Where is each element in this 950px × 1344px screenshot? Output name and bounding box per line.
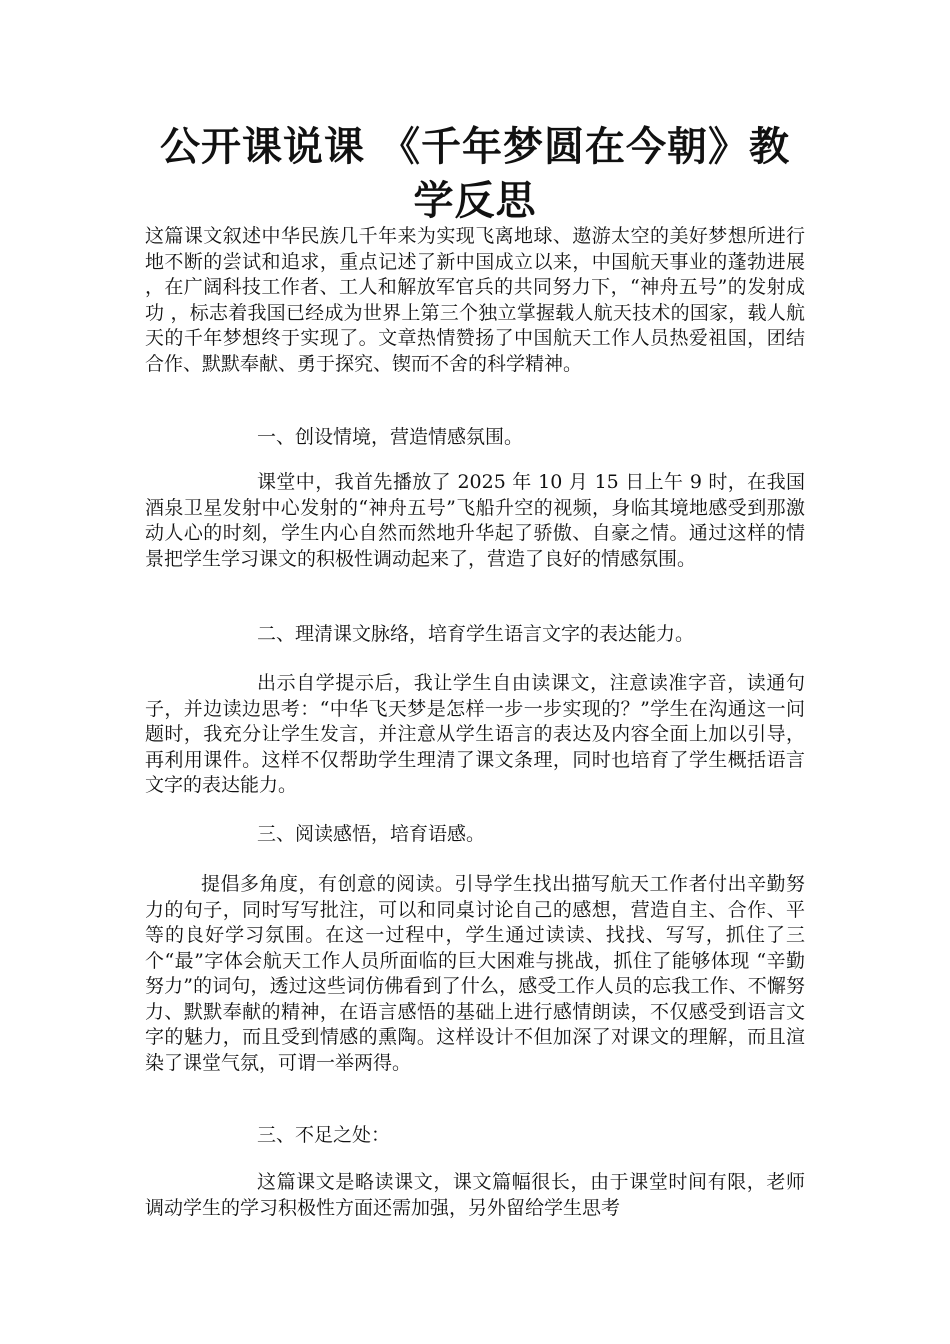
section-body-4: 这篇课文是略读课文，课文篇幅很长，由于课堂时间有限，老师调动学生的学习积极性方面还需加强，另外留给学生思考 <box>145 1171 805 1219</box>
section-body-3: 提倡多角度，有创意的阅读。引导学生找出描写航天工作者付出辛勤努力的句子，同时写写批注，可以和同桌讨论自己的感想，营造自主、合作、平等的良好学习氛围。在这一过程中，学生通过读读、找找、写写，抓住了三个“最”字体会航天工作人员所面临的巨大困难与挑战，抓住了能够体现 “辛勤努力”的词句，透过这些词仿佛看到了什么，感受工作人员的忘我工作、不懈努力、默默奉献的精神，在语言感悟的基础上进行感情朗读，不仅感受到语言文字的魅力，而且受到情感的熏陶。这样设计不但加深了对课文的理解，而且渲染了课堂气氛，可谓一举两得。 <box>145 873 805 1074</box>
section-heading-4: 三、不足之处： <box>257 1124 391 1146</box>
section-body-1: 课堂中，我首先播放了 2025 年 10 月 15 日上午 9 时，在我国酒泉卫星发射中心发射的“神舟五号”飞船升空的视频，身临其境地感受到那激动人心的时刻，学生内心自然而然地升华起了骄傲、自豪之情。通过这样的情景把学生学习课文的积极性调动起来了，营造了良好的情感氛围。 <box>145 471 805 570</box>
document-title: 公开课说课 《千年梦圆在今朝》教学反思 <box>160 124 790 224</box>
section-heading-1: 一、创设情境，营造情感氛围。 <box>257 426 524 448</box>
section-heading-2: 二、理清课文脉络，培育学生语言文字的表达能力。 <box>257 623 695 645</box>
intro-paragraph: 这篇课文叙述中华民族几千年来为实现飞离地球、遨游太空的美好梦想所进行地不断的尝试和追求，重点记述了新中国成立以来，中国航天事业的蓬勃进展 ，在广阔科技工作者、工人和解放军官兵的共同努力下，“神舟五号”的发射成功 ，标志着我国已经成为世界上第三个独立掌握载人航天技术的国家，载人航天的千年梦想终于实现了。文章热情赞扬了中国航天工作人员热爱祖国，团结合作、默默奉献、勇于探究、锲而不舍的科学精神。 <box>145 225 805 375</box>
section-heading-3: 三、阅读感悟，培育语感。 <box>257 823 486 845</box>
section-body-2: 出示自学提示后，我让学生自由读课文，注意读准字音，读通句子，并边读边思考：“中华飞天梦是怎样一步一步实现的？”学生在沟通这一问题时，我充分让学生发言，并注意从学生语言的表达及内容全面上加以引导，再利用课件。这样不仅帮助学生理清了课文条理，同时也培育了学生概括语言文字的表达能力。 <box>145 672 805 796</box>
